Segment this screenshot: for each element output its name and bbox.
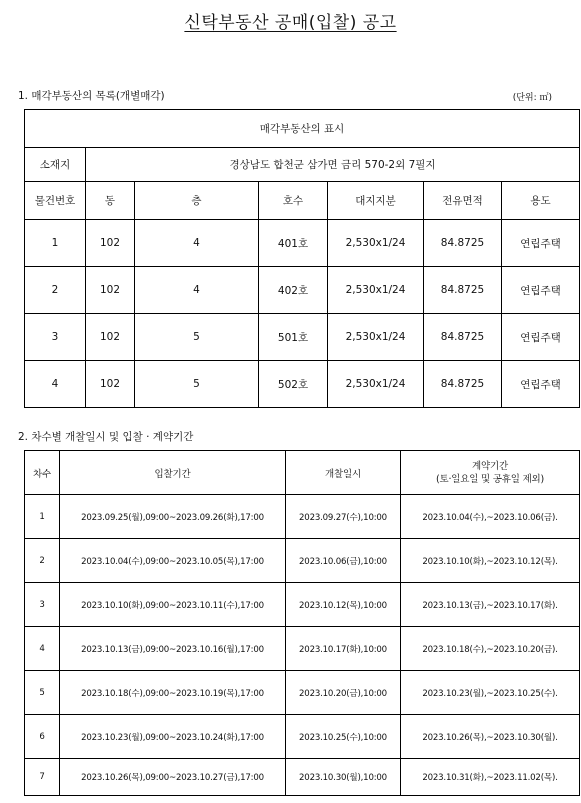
- property-list-table: [24, 109, 580, 408]
- contract-header-line2: (토·일요일 및 공휴일 제외): [435, 473, 545, 485]
- cell: 102: [86, 361, 135, 408]
- cell: 2023.10.23(월),09:00~2023.10.24(화),17:00: [60, 715, 286, 759]
- cell: 2,530x1/24: [328, 267, 424, 314]
- cell: 402호: [259, 267, 328, 314]
- cell: 2: [25, 539, 60, 583]
- cell: 84.8725: [424, 267, 502, 314]
- cell: 연립주택: [502, 220, 580, 267]
- cell: 2023.10.13(금),09:00~2023.10.16(월),17:00: [60, 627, 286, 671]
- cell: 2023.10.10(화),09:00~2023.10.11(수),17:00: [60, 583, 286, 627]
- cell: 4: [135, 267, 259, 314]
- contract-header-line1: 계약기간: [472, 460, 508, 472]
- table-row: [25, 583, 580, 627]
- cell: 84.8725: [424, 361, 502, 408]
- col-header-round: 차수: [25, 451, 60, 495]
- cell: 2023.10.04(수),09:00~2023.10.05(목),17:00: [60, 539, 286, 583]
- cell: 2023.10.12(목),10:00: [286, 583, 401, 627]
- cell: 연립주택: [502, 314, 580, 361]
- table-row: [25, 220, 580, 267]
- table-row: [25, 627, 580, 671]
- schedule-header-row: [25, 451, 580, 495]
- cell: 2023.10.20(금),10:00: [286, 671, 401, 715]
- location-value: 경상남도 합천군 삼가면 금리 570-2외 7필지: [86, 148, 580, 182]
- cell: 6: [25, 715, 60, 759]
- page-title: 신탁부동산 공매(입찰) 공고: [184, 13, 397, 33]
- cell: 2,530x1/24: [328, 361, 424, 408]
- cell: 2023.10.30(월),10:00: [286, 759, 401, 796]
- col-header: 호수: [259, 182, 328, 220]
- col-header: 전유면적: [424, 182, 502, 220]
- cell: 102: [86, 267, 135, 314]
- col-header: 층: [135, 182, 259, 220]
- cell: 1: [25, 220, 86, 267]
- col-header-open-date: 개찰일시: [286, 451, 401, 495]
- col-header-contract-period: [401, 451, 580, 495]
- cell: 84.8725: [424, 314, 502, 361]
- col-header: 동: [86, 182, 135, 220]
- table-row: [25, 361, 580, 408]
- cell: 1: [25, 495, 60, 539]
- cell: 2023.10.23(월),~2023.10.25(수).: [401, 671, 580, 715]
- cell: 연립주택: [502, 361, 580, 408]
- cell: 2023.10.04(수),~2023.10.06(금).: [401, 495, 580, 539]
- cell: 2023.10.17(화),10:00: [286, 627, 401, 671]
- cell: 401호: [259, 220, 328, 267]
- unit-label: (단위: ㎡): [512, 93, 552, 103]
- col-header-bid-period: 입찰기간: [60, 451, 286, 495]
- cell: 2023.10.18(수),09:00~2023.10.19(목),17:00: [60, 671, 286, 715]
- cell: 502호: [259, 361, 328, 408]
- section-1-heading: 1. 매각부동산의 목록(개별매각): [18, 90, 165, 102]
- cell: 4: [135, 220, 259, 267]
- table-row: [25, 267, 580, 314]
- cell: 2023.10.10(화),~2023.10.12(목).: [401, 539, 580, 583]
- cell: 84.8725: [424, 220, 502, 267]
- cell: 2023.10.13(금),~2023.10.17(화).: [401, 583, 580, 627]
- cell: 5: [135, 361, 259, 408]
- table-row: [25, 539, 580, 583]
- col-header: 대지지분: [328, 182, 424, 220]
- cell: 7: [25, 759, 60, 796]
- cell: 3: [25, 314, 86, 361]
- table-row: [25, 715, 580, 759]
- cell: 2023.10.25(수),10:00: [286, 715, 401, 759]
- cell: 2023.10.26(목),09:00~2023.10.27(금),17:00: [60, 759, 286, 796]
- cell: 2,530x1/24: [328, 314, 424, 361]
- cell: 2,530x1/24: [328, 220, 424, 267]
- cell: 2: [25, 267, 86, 314]
- cell: 2023.10.31(화),~2023.11.02(목).: [401, 759, 580, 796]
- section-2-heading: 2. 차수별 개찰일시 및 입찰 · 계약기간: [18, 431, 194, 443]
- col-header: 용도: [502, 182, 580, 220]
- table-row: [25, 671, 580, 715]
- cell: 2023.09.25(월),09:00~2023.09.26(화),17:00: [60, 495, 286, 539]
- schedule-table: [24, 450, 580, 796]
- property-table-title: 매각부동산의 표시: [25, 110, 580, 148]
- property-header-row: [25, 182, 580, 220]
- cell: 501호: [259, 314, 328, 361]
- table-row: [25, 759, 580, 796]
- cell: 5: [135, 314, 259, 361]
- table-row: [25, 314, 580, 361]
- cell: 102: [86, 220, 135, 267]
- col-header: 물건번호: [25, 182, 86, 220]
- cell: 3: [25, 583, 60, 627]
- cell: 연립주택: [502, 267, 580, 314]
- cell: 2023.10.06(금),10:00: [286, 539, 401, 583]
- location-label: 소재지: [25, 148, 86, 182]
- cell: 2023.09.27(수),10:00: [286, 495, 401, 539]
- cell: 4: [25, 627, 60, 671]
- cell: 4: [25, 361, 86, 408]
- cell: 2023.10.18(수),~2023.10.20(금).: [401, 627, 580, 671]
- cell: 2023.10.26(목),~2023.10.30(월).: [401, 715, 580, 759]
- cell: 102: [86, 314, 135, 361]
- table-row: [25, 495, 580, 539]
- cell: 5: [25, 671, 60, 715]
